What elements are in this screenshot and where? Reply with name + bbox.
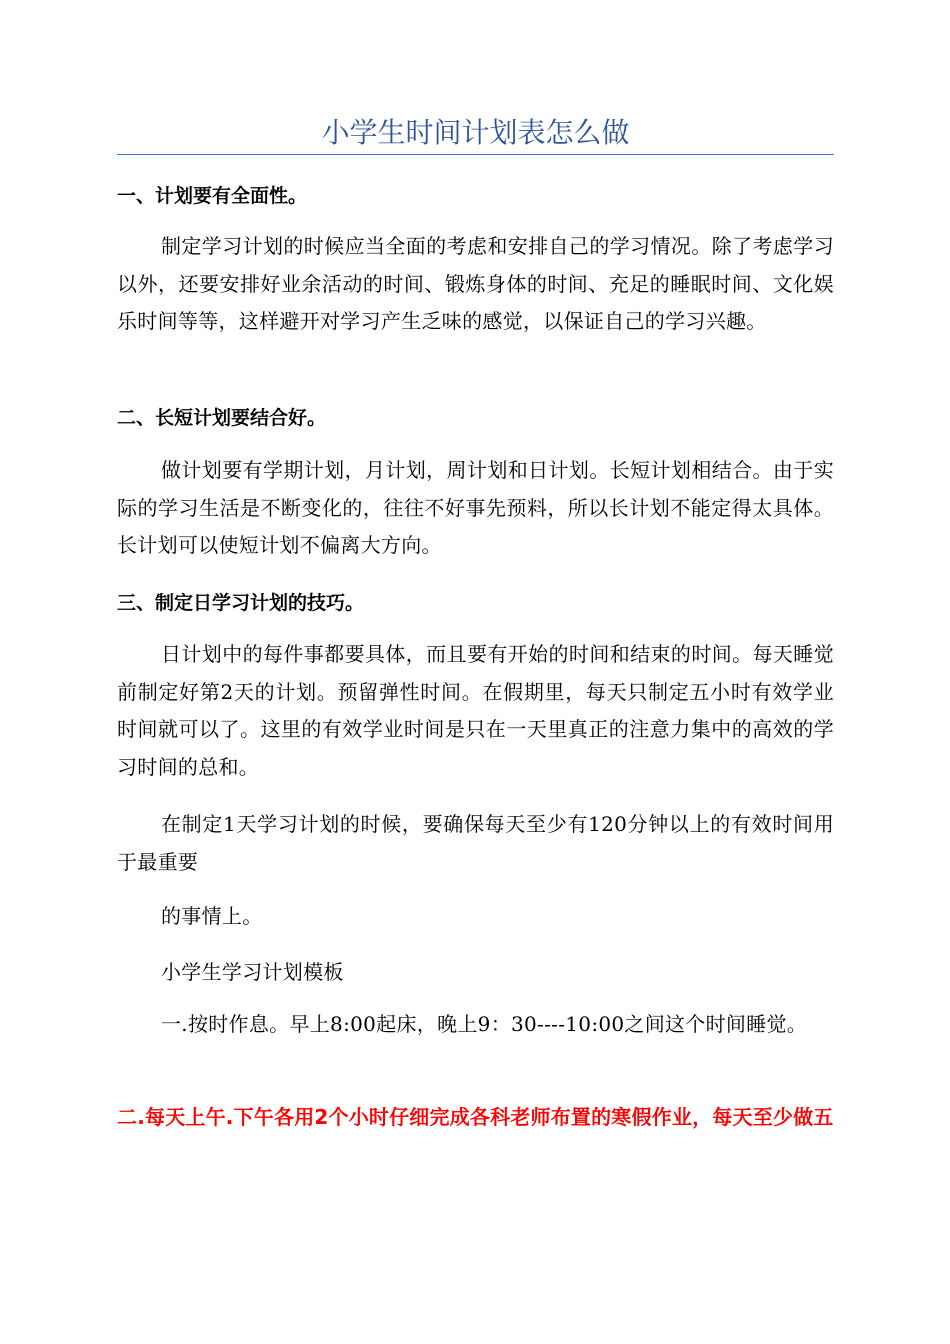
section-paragraph-2: 做计划要有学期计划，月计划，周计划和日计划。长短计划相结合。由于实际的学习生活是不断变化的，往往不好事先预料，所以长计划不能定得太具体。长计划可以使短计划不偏离大方向。	[117, 458, 834, 557]
page-title: 小学生时间计划表怎么做	[321, 116, 630, 149]
template-item-two-red: 二.每天上午.下午各用2个小时仔细完成各科老师布置的寒假作业，每天至少做五	[117, 1105, 834, 1129]
template-title: 小学生学习计划模板	[161, 960, 344, 984]
section-heading-2: 二、长短计划要结合好。	[117, 407, 327, 429]
title-underline	[117, 154, 834, 155]
section-heading-3: 三、制定日学习计划的技巧。	[117, 592, 365, 614]
paragraph-important-matters: 的事情上。	[161, 904, 263, 928]
template-item-one: 一.按时作息。早上8:00起床，晚上9：30----10:00之间这个时间睡觉。	[161, 1012, 808, 1036]
paragraph-one-day-plan: 在制定1天学习计划的时候，要确保每天至少有120分钟以上的有效时间用于最重要	[117, 812, 834, 874]
section-paragraph-3: 日计划中的每件事都要具体，而且要有开始的时间和结束的时间。每天睡觉前制定好第2天的计划。预留弹性时间。在假期里，每天只制定五小时有效学业时间就可以了。这里的有效学业时间是只在一天里真正的注意力集中的高效的学习时间的总和。	[117, 642, 834, 779]
section-heading-1: 一、计划要有全面性。	[117, 185, 308, 207]
document-page	[117, 0, 834, 1129]
section-paragraph-1: 制定学习计划的时候应当全面的考虑和安排自己的学习情况。除了考虑学习以外，还要安排好业余活动的时间、锻炼身体的时间、充足的睡眠时间、文化娱乐时间等等，这样避开对学习产生乏味的感觉，以保证自己的学习兴趣。	[117, 234, 834, 333]
